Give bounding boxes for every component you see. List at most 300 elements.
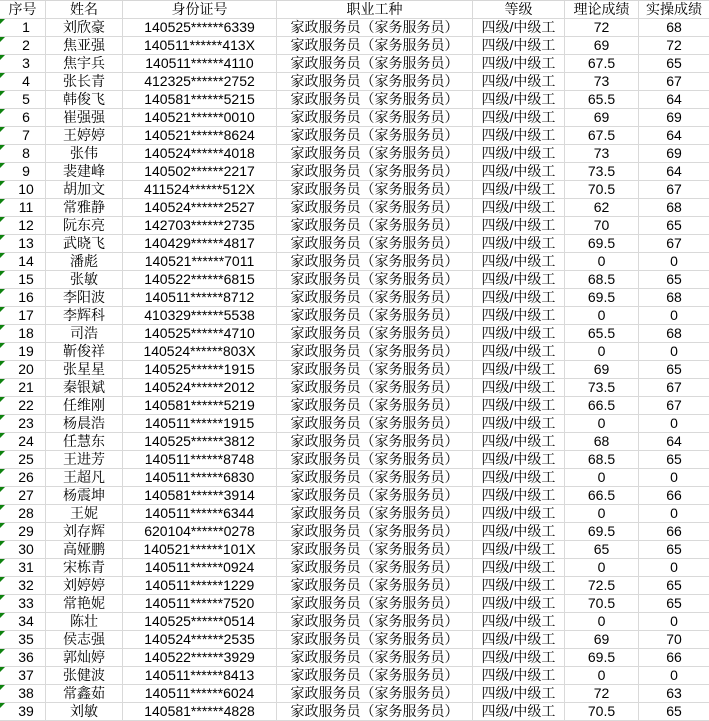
cell-index[interactable] bbox=[0, 109, 46, 126]
cell-id-number[interactable] bbox=[123, 559, 277, 576]
cell-name[interactable] bbox=[46, 271, 123, 288]
cell-id-number[interactable] bbox=[123, 577, 277, 594]
cell-occupation[interactable] bbox=[277, 505, 473, 522]
table-row bbox=[0, 649, 709, 667]
cell-value: 410329******5538 bbox=[144, 307, 255, 323]
cell-theory-score[interactable] bbox=[565, 235, 639, 252]
cell-level[interactable] bbox=[473, 667, 565, 684]
cell-theory-score[interactable] bbox=[565, 145, 639, 162]
cell-occupation[interactable] bbox=[277, 397, 473, 414]
cell-practical-score[interactable] bbox=[639, 307, 709, 324]
cell-value: 3 bbox=[22, 55, 30, 71]
cell-practical-score[interactable] bbox=[639, 235, 709, 252]
cell-occupation[interactable] bbox=[277, 415, 473, 432]
cell-id-number[interactable] bbox=[123, 361, 277, 378]
cell-practical-score[interactable] bbox=[639, 415, 709, 432]
cell-level[interactable] bbox=[473, 307, 565, 324]
cell-index[interactable] bbox=[0, 649, 46, 666]
cell-theory-score[interactable] bbox=[565, 163, 639, 180]
cell-value: 66 bbox=[666, 487, 682, 503]
cell-id-number[interactable] bbox=[123, 127, 277, 144]
cell-practical-score[interactable] bbox=[639, 73, 709, 90]
cell-theory-score[interactable] bbox=[565, 505, 639, 522]
cell-practical-score[interactable] bbox=[639, 469, 709, 486]
cell-id-number[interactable] bbox=[123, 145, 277, 162]
cell-practical-score[interactable] bbox=[639, 325, 709, 342]
cell-level[interactable] bbox=[473, 253, 565, 270]
cell-name[interactable] bbox=[46, 307, 123, 324]
cell-occupation[interactable] bbox=[277, 541, 473, 558]
cell-id-number[interactable] bbox=[123, 397, 277, 414]
cell-occupation[interactable] bbox=[277, 559, 473, 576]
cell-id-number[interactable] bbox=[123, 163, 277, 180]
cell-theory-score[interactable] bbox=[565, 487, 639, 504]
cell-theory-score[interactable] bbox=[565, 271, 639, 288]
cell-id-number[interactable] bbox=[123, 487, 277, 504]
cell-practical-score[interactable] bbox=[639, 685, 709, 702]
cell-name[interactable] bbox=[46, 55, 123, 72]
cell-theory-score[interactable] bbox=[565, 181, 639, 198]
cell-id-number[interactable] bbox=[123, 451, 277, 468]
cell-occupation[interactable] bbox=[277, 649, 473, 666]
cell-level[interactable] bbox=[473, 469, 565, 486]
cell-theory-score[interactable] bbox=[565, 217, 639, 234]
cell-level[interactable] bbox=[473, 217, 565, 234]
cell-practical-score[interactable] bbox=[639, 217, 709, 234]
cell-level[interactable] bbox=[473, 235, 565, 252]
cell-index[interactable] bbox=[0, 217, 46, 234]
cell-level[interactable] bbox=[473, 325, 565, 342]
cell-name[interactable] bbox=[46, 235, 123, 252]
cell-index[interactable] bbox=[0, 523, 46, 540]
cell-practical-score[interactable] bbox=[639, 253, 709, 270]
cell-id-number[interactable] bbox=[123, 217, 277, 234]
cell-id-number[interactable] bbox=[123, 325, 277, 342]
cell-index[interactable] bbox=[0, 559, 46, 576]
cell-value: 66 bbox=[666, 523, 682, 539]
cell-occupation[interactable] bbox=[277, 271, 473, 288]
cell-theory-score[interactable] bbox=[565, 73, 639, 90]
cell-theory-score[interactable] bbox=[565, 415, 639, 432]
cell-index[interactable] bbox=[0, 163, 46, 180]
cell-theory-score[interactable] bbox=[565, 433, 639, 450]
cell-index[interactable] bbox=[0, 595, 46, 612]
cell-theory-score[interactable] bbox=[565, 523, 639, 540]
cell-practical-score[interactable] bbox=[639, 523, 709, 540]
cell-practical-score[interactable] bbox=[639, 109, 709, 126]
cell-level[interactable] bbox=[473, 343, 565, 360]
cell-name[interactable] bbox=[46, 325, 123, 342]
column-header-theory-score[interactable]: 理论成绩 bbox=[565, 1, 639, 18]
cell-occupation[interactable] bbox=[277, 19, 473, 36]
cell-name[interactable] bbox=[46, 127, 123, 144]
cell-level[interactable] bbox=[473, 595, 565, 612]
cell-occupation[interactable] bbox=[277, 127, 473, 144]
cell-theory-score[interactable] bbox=[565, 595, 639, 612]
cell-occupation[interactable] bbox=[277, 73, 473, 90]
cell-practical-score[interactable] bbox=[639, 667, 709, 684]
cell-id-number[interactable] bbox=[123, 433, 277, 450]
cell-index[interactable] bbox=[0, 235, 46, 252]
cell-level[interactable] bbox=[473, 541, 565, 558]
cell-level[interactable] bbox=[473, 379, 565, 396]
cell-practical-score[interactable] bbox=[639, 19, 709, 36]
cell-name[interactable] bbox=[46, 343, 123, 360]
table-row bbox=[0, 343, 709, 361]
cell-name[interactable] bbox=[46, 73, 123, 90]
cell-occupation[interactable] bbox=[277, 325, 473, 342]
cell-level[interactable] bbox=[473, 505, 565, 522]
cell-level[interactable] bbox=[473, 181, 565, 198]
cell-theory-score[interactable] bbox=[565, 253, 639, 270]
cell-occupation[interactable] bbox=[277, 199, 473, 216]
cell-theory-score[interactable] bbox=[565, 559, 639, 576]
cell-level[interactable] bbox=[473, 73, 565, 90]
cell-index[interactable] bbox=[0, 487, 46, 504]
cell-practical-score[interactable] bbox=[639, 397, 709, 414]
cell-name[interactable] bbox=[46, 595, 123, 612]
cell-name[interactable] bbox=[46, 649, 123, 666]
cell-index[interactable] bbox=[0, 289, 46, 306]
cell-value: 63 bbox=[666, 685, 682, 701]
cell-level[interactable] bbox=[473, 487, 565, 504]
cell-occupation[interactable] bbox=[277, 307, 473, 324]
cell-theory-score[interactable] bbox=[565, 631, 639, 648]
cell-theory-score[interactable] bbox=[565, 109, 639, 126]
cell-level[interactable] bbox=[473, 703, 565, 720]
cell-theory-score[interactable] bbox=[565, 325, 639, 342]
cell-level[interactable] bbox=[473, 271, 565, 288]
cell-id-number[interactable] bbox=[123, 667, 277, 684]
cell-theory-score[interactable] bbox=[565, 541, 639, 558]
cell-name[interactable] bbox=[46, 199, 123, 216]
cell-theory-score[interactable] bbox=[565, 289, 639, 306]
cell-name[interactable] bbox=[46, 469, 123, 486]
cell-name[interactable] bbox=[46, 415, 123, 432]
cell-practical-score[interactable] bbox=[639, 433, 709, 450]
cell-practical-score[interactable] bbox=[639, 631, 709, 648]
cell-occupation[interactable] bbox=[277, 181, 473, 198]
cell-level[interactable] bbox=[473, 199, 565, 216]
cell-occupation[interactable] bbox=[277, 361, 473, 378]
cell-id-number[interactable] bbox=[123, 613, 277, 630]
cell-index[interactable] bbox=[0, 127, 46, 144]
cell-theory-score[interactable] bbox=[565, 37, 639, 54]
cell-level[interactable] bbox=[473, 163, 565, 180]
cell-theory-score[interactable] bbox=[565, 127, 639, 144]
column-header-level[interactable]: 等级 bbox=[473, 1, 565, 18]
cell-index[interactable] bbox=[0, 541, 46, 558]
cell-name[interactable] bbox=[46, 559, 123, 576]
cell-occupation[interactable] bbox=[277, 595, 473, 612]
cell-level[interactable] bbox=[473, 649, 565, 666]
cell-theory-score[interactable] bbox=[565, 397, 639, 414]
cell-occupation[interactable] bbox=[277, 91, 473, 108]
cell-theory-score[interactable] bbox=[565, 703, 639, 720]
cell-theory-score[interactable] bbox=[565, 343, 639, 360]
cell-name[interactable] bbox=[46, 487, 123, 504]
cell-index[interactable] bbox=[0, 271, 46, 288]
cell-practical-score[interactable] bbox=[639, 577, 709, 594]
cell-occupation[interactable] bbox=[277, 55, 473, 72]
cell-name[interactable] bbox=[46, 379, 123, 396]
cell-index[interactable] bbox=[0, 91, 46, 108]
cell-name[interactable] bbox=[46, 541, 123, 558]
cell-theory-score[interactable] bbox=[565, 19, 639, 36]
cell-id-number[interactable] bbox=[123, 649, 277, 666]
cell-occupation[interactable] bbox=[277, 37, 473, 54]
cell-theory-score[interactable] bbox=[565, 613, 639, 630]
cell-index[interactable] bbox=[0, 415, 46, 432]
cell-name[interactable] bbox=[46, 19, 123, 36]
cell-occupation[interactable] bbox=[277, 343, 473, 360]
cell-occupation[interactable] bbox=[277, 235, 473, 252]
column-header-name[interactable]: 姓名 bbox=[46, 1, 123, 18]
cell-id-number[interactable] bbox=[123, 523, 277, 540]
cell-value: 裴建峰 bbox=[63, 163, 105, 179]
cell-occupation[interactable] bbox=[277, 685, 473, 702]
cell-level[interactable] bbox=[473, 289, 565, 306]
cell-practical-score[interactable] bbox=[639, 199, 709, 216]
cell-index[interactable] bbox=[0, 343, 46, 360]
cell-theory-score[interactable] bbox=[565, 379, 639, 396]
cell-name[interactable] bbox=[46, 667, 123, 684]
cell-index[interactable] bbox=[0, 55, 46, 72]
cell-practical-score[interactable] bbox=[639, 451, 709, 468]
cell-id-number[interactable] bbox=[123, 703, 277, 720]
cell-name[interactable] bbox=[46, 451, 123, 468]
cell-level[interactable] bbox=[473, 37, 565, 54]
cell-occupation[interactable] bbox=[277, 109, 473, 126]
cell-index[interactable] bbox=[0, 631, 46, 648]
cell-practical-score[interactable] bbox=[639, 343, 709, 360]
cell-occupation[interactable] bbox=[277, 433, 473, 450]
cell-id-number[interactable] bbox=[123, 181, 277, 198]
cell-id-number[interactable] bbox=[123, 271, 277, 288]
cell-index[interactable] bbox=[0, 397, 46, 414]
cell-name[interactable] bbox=[46, 289, 123, 306]
cell-id-number[interactable] bbox=[123, 37, 277, 54]
cell-value: 四级/中级工 bbox=[481, 559, 556, 575]
cell-practical-score[interactable] bbox=[639, 487, 709, 504]
cell-id-number[interactable] bbox=[123, 469, 277, 486]
cell-practical-score[interactable] bbox=[639, 271, 709, 288]
cell-value: 35 bbox=[18, 631, 34, 647]
cell-index[interactable] bbox=[0, 685, 46, 702]
cell-occupation[interactable] bbox=[277, 289, 473, 306]
cell-index[interactable] bbox=[0, 19, 46, 36]
cell-id-number[interactable] bbox=[123, 235, 277, 252]
cell-practical-score[interactable] bbox=[639, 649, 709, 666]
cell-level[interactable] bbox=[473, 631, 565, 648]
cell-value: 常艳妮 bbox=[63, 595, 105, 611]
cell-value: 四级/中级工 bbox=[481, 325, 556, 341]
cell-theory-score[interactable] bbox=[565, 685, 639, 702]
cell-practical-score[interactable] bbox=[639, 361, 709, 378]
cell-occupation[interactable] bbox=[277, 667, 473, 684]
cell-id-number[interactable] bbox=[123, 19, 277, 36]
column-header-index[interactable]: 序号 bbox=[0, 1, 46, 18]
cell-occupation[interactable] bbox=[277, 487, 473, 504]
cell-name[interactable] bbox=[46, 181, 123, 198]
cell-name[interactable] bbox=[46, 361, 123, 378]
cell-index[interactable] bbox=[0, 361, 46, 378]
cell-level[interactable] bbox=[473, 109, 565, 126]
cell-id-number[interactable] bbox=[123, 415, 277, 432]
cell-theory-score[interactable] bbox=[565, 667, 639, 684]
cell-id-number[interactable] bbox=[123, 91, 277, 108]
cell-value: 11 bbox=[18, 199, 34, 215]
cell-index[interactable] bbox=[0, 307, 46, 324]
cell-occupation[interactable] bbox=[277, 631, 473, 648]
cell-level[interactable] bbox=[473, 559, 565, 576]
cell-practical-score[interactable] bbox=[639, 163, 709, 180]
cell-theory-score[interactable] bbox=[565, 55, 639, 72]
cell-name[interactable] bbox=[46, 109, 123, 126]
column-header-id-number[interactable]: 身份证号 bbox=[123, 1, 277, 18]
cell-index[interactable] bbox=[0, 379, 46, 396]
cell-id-number[interactable] bbox=[123, 505, 277, 522]
cell-name[interactable] bbox=[46, 145, 123, 162]
cell-index[interactable] bbox=[0, 325, 46, 342]
cell-index[interactable] bbox=[0, 145, 46, 162]
cell-id-number[interactable] bbox=[123, 73, 277, 90]
cell-theory-score[interactable] bbox=[565, 577, 639, 594]
cell-practical-score[interactable] bbox=[639, 703, 709, 720]
cell-practical-score[interactable] bbox=[639, 55, 709, 72]
cell-id-number[interactable] bbox=[123, 541, 277, 558]
number-stored-as-text-triangle-icon bbox=[0, 595, 5, 600]
cell-level[interactable] bbox=[473, 145, 565, 162]
cell-occupation[interactable] bbox=[277, 163, 473, 180]
cell-id-number[interactable] bbox=[123, 199, 277, 216]
cell-practical-score[interactable] bbox=[639, 505, 709, 522]
cell-practical-score[interactable] bbox=[639, 595, 709, 612]
cell-id-number[interactable] bbox=[123, 289, 277, 306]
cell-occupation[interactable] bbox=[277, 145, 473, 162]
cell-practical-score[interactable] bbox=[639, 127, 709, 144]
cell-name[interactable] bbox=[46, 253, 123, 270]
cell-id-number[interactable] bbox=[123, 379, 277, 396]
cell-name[interactable] bbox=[46, 217, 123, 234]
cell-occupation[interactable] bbox=[277, 703, 473, 720]
cell-practical-score[interactable] bbox=[639, 91, 709, 108]
cell-name[interactable] bbox=[46, 433, 123, 450]
cell-name[interactable] bbox=[46, 577, 123, 594]
cell-name[interactable] bbox=[46, 163, 123, 180]
cell-name[interactable] bbox=[46, 523, 123, 540]
cell-practical-score[interactable] bbox=[639, 541, 709, 558]
cell-occupation[interactable] bbox=[277, 577, 473, 594]
cell-practical-score[interactable] bbox=[639, 379, 709, 396]
cell-index[interactable] bbox=[0, 253, 46, 270]
cell-id-number[interactable] bbox=[123, 595, 277, 612]
cell-name[interactable] bbox=[46, 91, 123, 108]
cell-value: 四级/中级工 bbox=[481, 433, 556, 449]
cell-index[interactable] bbox=[0, 505, 46, 522]
cell-theory-score[interactable] bbox=[565, 307, 639, 324]
cell-name[interactable] bbox=[46, 397, 123, 414]
cell-occupation[interactable] bbox=[277, 217, 473, 234]
cell-index[interactable] bbox=[0, 703, 46, 720]
cell-id-number[interactable] bbox=[123, 55, 277, 72]
cell-occupation[interactable] bbox=[277, 523, 473, 540]
cell-index[interactable] bbox=[0, 181, 46, 198]
column-header-practical-score[interactable]: 实操成绩 bbox=[646, 1, 702, 17]
cell-id-number[interactable] bbox=[123, 343, 277, 360]
cell-index[interactable] bbox=[0, 469, 46, 486]
cell-level[interactable] bbox=[473, 91, 565, 108]
cell-value: 140525******0514 bbox=[144, 613, 255, 629]
cell-theory-score[interactable] bbox=[565, 199, 639, 216]
cell-value: 家政服务员（家务服务员） bbox=[290, 109, 459, 125]
cell-index[interactable] bbox=[0, 667, 46, 684]
cell-occupation[interactable] bbox=[277, 451, 473, 468]
cell-occupation[interactable] bbox=[277, 613, 473, 630]
cell-practical-score[interactable] bbox=[639, 289, 709, 306]
cell-theory-score[interactable] bbox=[565, 91, 639, 108]
cell-theory-score[interactable] bbox=[565, 451, 639, 468]
cell-practical-score[interactable] bbox=[639, 145, 709, 162]
cell-index[interactable] bbox=[0, 199, 46, 216]
cell-level[interactable] bbox=[473, 127, 565, 144]
cell-level[interactable] bbox=[473, 19, 565, 36]
cell-occupation[interactable] bbox=[277, 253, 473, 270]
cell-practical-score[interactable] bbox=[639, 559, 709, 576]
cell-level[interactable] bbox=[473, 577, 565, 594]
cell-index[interactable] bbox=[0, 37, 46, 54]
cell-level[interactable] bbox=[473, 55, 565, 72]
cell-practical-score[interactable] bbox=[639, 37, 709, 54]
cell-practical-score[interactable] bbox=[639, 181, 709, 198]
cell-name[interactable] bbox=[46, 505, 123, 522]
cell-practical-score[interactable] bbox=[639, 613, 709, 630]
cell-level[interactable] bbox=[473, 523, 565, 540]
cell-id-number[interactable] bbox=[123, 631, 277, 648]
cell-level[interactable] bbox=[473, 433, 565, 450]
cell-name[interactable] bbox=[46, 631, 123, 648]
cell-level[interactable] bbox=[473, 397, 565, 414]
cell-level[interactable] bbox=[473, 613, 565, 630]
cell-index[interactable] bbox=[0, 613, 46, 630]
cell-level[interactable] bbox=[473, 361, 565, 378]
cell-level[interactable] bbox=[473, 415, 565, 432]
cell-index[interactable] bbox=[0, 73, 46, 90]
cell-name[interactable] bbox=[46, 613, 123, 630]
column-header-occupation[interactable]: 职业工种 bbox=[277, 1, 473, 18]
cell-value: 140525******4710 bbox=[144, 325, 255, 341]
cell-index[interactable] bbox=[0, 433, 46, 450]
cell-level[interactable] bbox=[473, 451, 565, 468]
cell-theory-score[interactable] bbox=[565, 649, 639, 666]
cell-theory-score[interactable] bbox=[565, 469, 639, 486]
cell-index[interactable] bbox=[0, 577, 46, 594]
cell-name[interactable] bbox=[46, 685, 123, 702]
cell-value: 69 bbox=[666, 145, 682, 161]
cell-occupation[interactable] bbox=[277, 379, 473, 396]
cell-name[interactable] bbox=[46, 703, 123, 720]
cell-level[interactable] bbox=[473, 685, 565, 702]
cell-id-number[interactable] bbox=[123, 253, 277, 270]
cell-value: 张伟 bbox=[70, 145, 98, 161]
cell-theory-score[interactable] bbox=[565, 361, 639, 378]
cell-occupation[interactable] bbox=[277, 469, 473, 486]
cell-index[interactable] bbox=[0, 451, 46, 468]
cell-name[interactable] bbox=[46, 37, 123, 54]
cell-id-number[interactable] bbox=[123, 109, 277, 126]
cell-id-number[interactable] bbox=[123, 685, 277, 702]
cell-id-number[interactable] bbox=[123, 307, 277, 324]
